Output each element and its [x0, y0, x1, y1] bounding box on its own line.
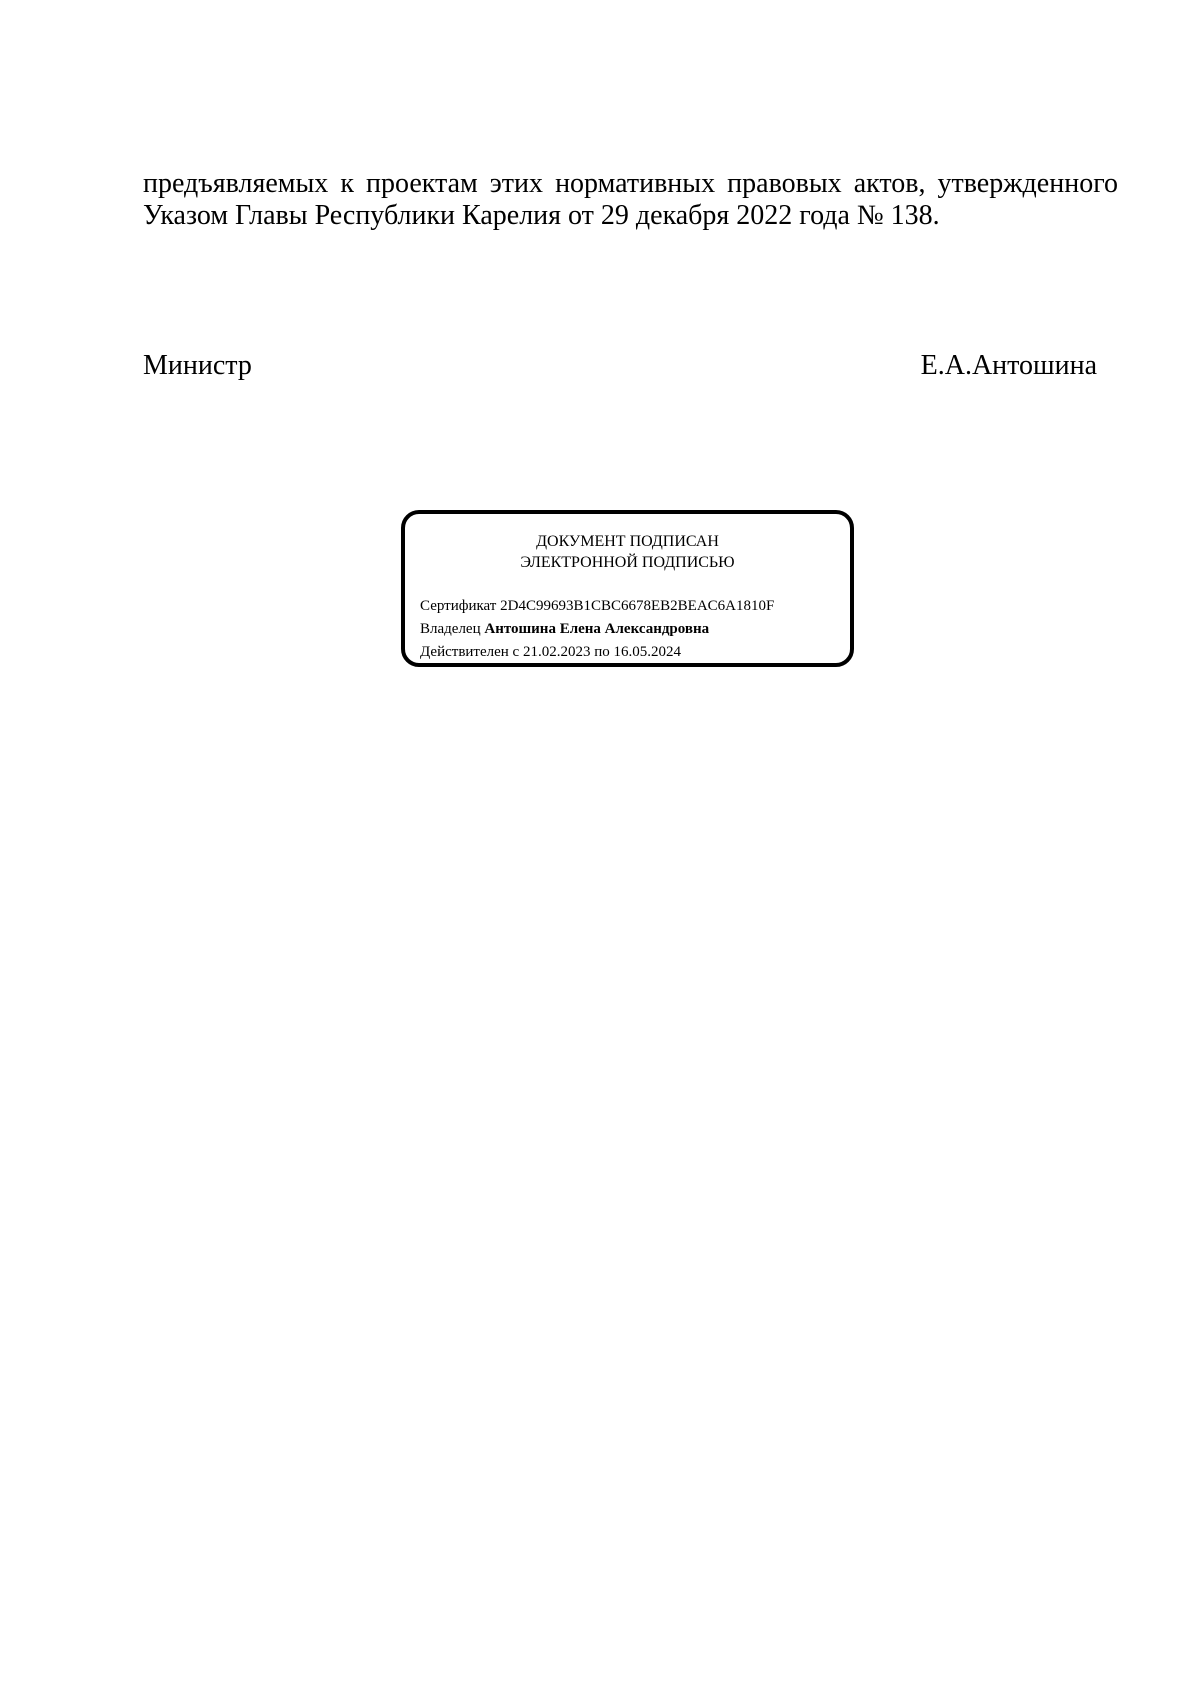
valid-from-date: 21.02.2023	[522, 644, 591, 660]
stamp-header	[405, 531, 850, 573]
owner-label: Владелец	[420, 621, 481, 637]
certificate-value: 2D4C99693B1CBC6678EB2BEAC6A1810F	[500, 598, 775, 614]
stamp-header-line-2: ЭЛЕКТРОННОЙ ПОДПИСЬЮ	[520, 554, 735, 571]
valid-to-date: 16.05.2024	[613, 644, 681, 660]
valid-from-label: Действителен с	[420, 644, 520, 660]
body-text-line-1: предъявляемых к проектам этих нормативных правовых актов, утвержденного	[143, 168, 1118, 199]
body-text-line-2: Указом Главы Республики Карелия от 29 декабря 2022 года № 138.	[143, 200, 940, 231]
stamp-header-line-1: ДОКУМЕНТ ПОДПИСАН	[536, 533, 719, 550]
certificate-label: Сертификат	[420, 598, 497, 614]
valid-to-label: по	[594, 644, 610, 660]
owner-value: Антошина Елена Александровна	[484, 621, 710, 637]
body-paragraph	[143, 168, 1118, 232]
stamp-certificate-row	[420, 597, 774, 615]
stamp-validity-row	[420, 643, 681, 661]
stamp-owner-row	[420, 620, 709, 638]
electronic-signature-stamp	[401, 510, 854, 667]
signatory-name: Е.А.Антошина	[920, 350, 1097, 381]
signatory-title: Министр	[143, 350, 252, 381]
